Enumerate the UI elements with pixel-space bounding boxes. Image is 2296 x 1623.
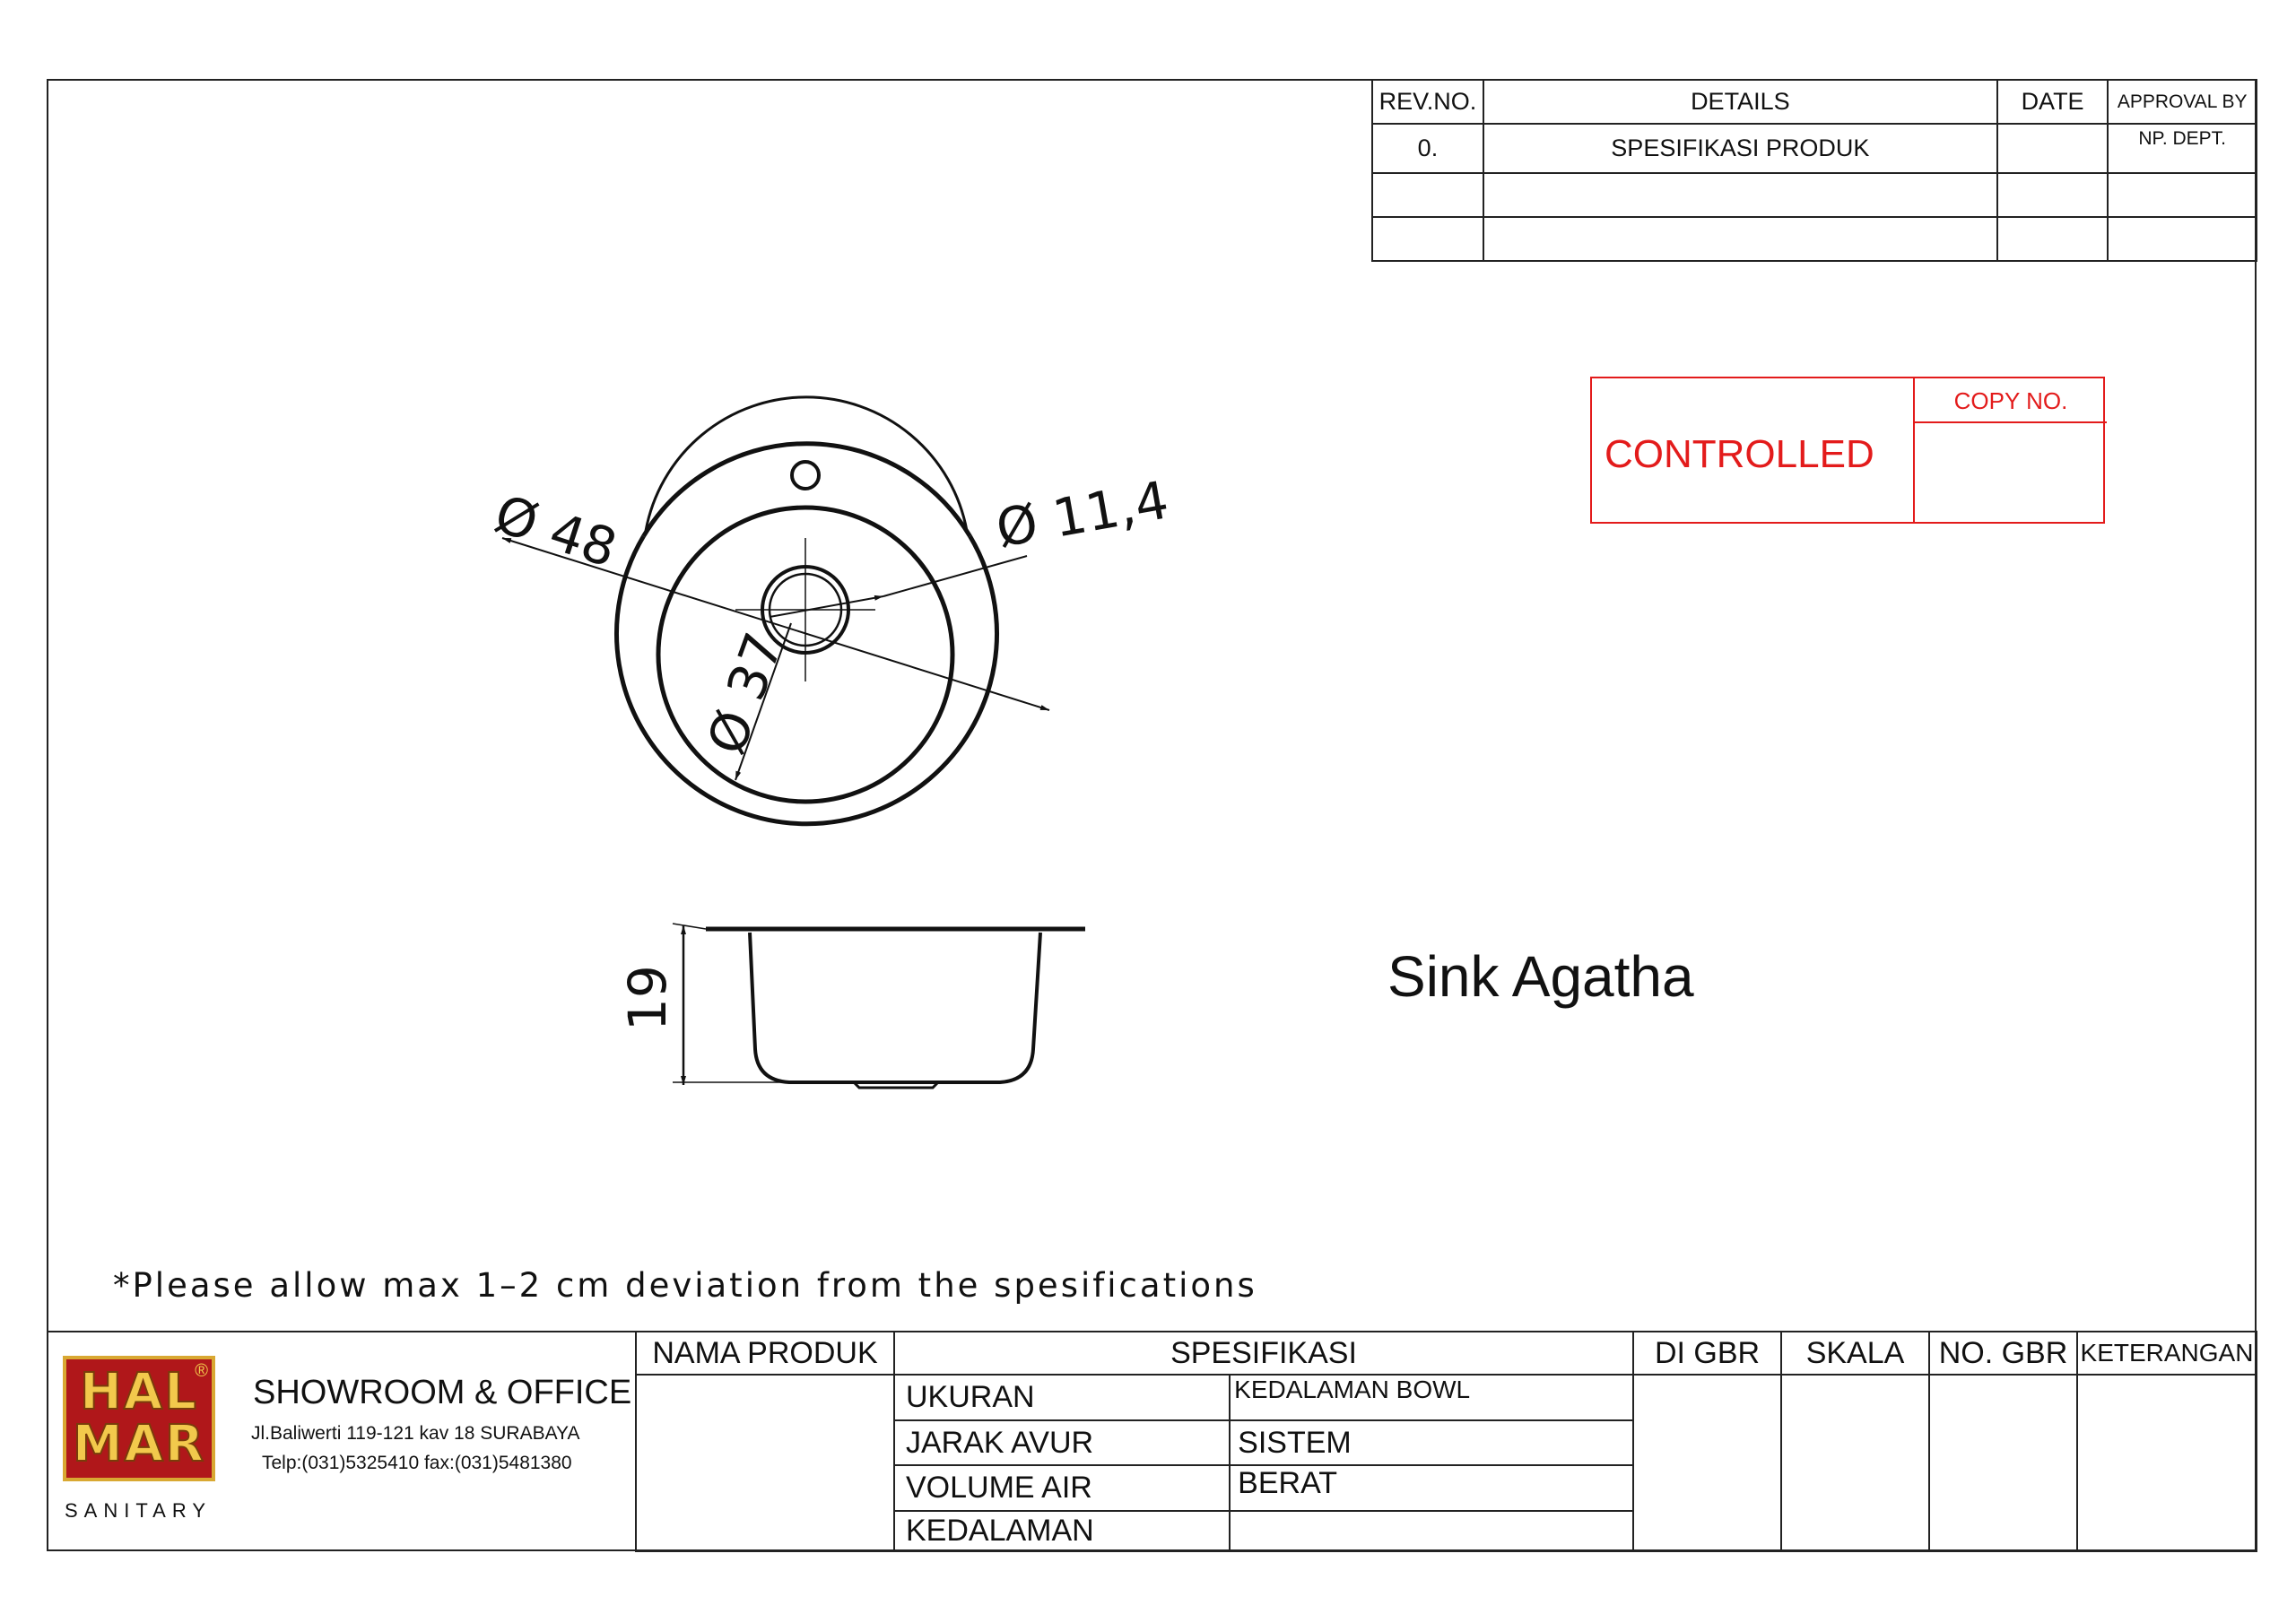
spec-label: KEDALAMAN [894, 1511, 1230, 1551]
halmar-logo [63, 1356, 215, 1481]
keterangan-cell [2077, 1375, 2257, 1551]
spesifikasi-header: SPESIFIKASI [894, 1332, 1633, 1375]
spec-label: UKURAN [894, 1375, 1230, 1419]
registered-mark: ® [195, 1361, 208, 1381]
approval-cell: NP. DEPT. [2108, 124, 2257, 173]
company-address: Jl.Baliwerti 119-121 kav 18 SURABAYA [251, 1423, 580, 1444]
logo-tagline: SANITARY [65, 1499, 212, 1522]
no-gbr-header: NO. GBR [1929, 1332, 2077, 1375]
showroom-label: SHOWROOM & OFFICE [253, 1374, 632, 1411]
nama-produk-cell [636, 1375, 894, 1551]
faucet-hole [792, 462, 819, 489]
top-view [502, 397, 1049, 824]
logo-text: MAR [72, 1415, 206, 1473]
deviation-note: *Please allow max 1–2 cm deviation from the spesifications [113, 1266, 1257, 1305]
product-title: Sink Agatha [1387, 944, 1694, 1009]
dim-label-drain: Ø 11,4 [991, 469, 1173, 560]
di-gbr-header: DI GBR [1633, 1332, 1781, 1375]
spec-label: KEDALAMAN BOWL [1230, 1375, 1633, 1419]
spec-label: VOLUME AIR [894, 1465, 1230, 1510]
di-gbr-cell [1633, 1375, 1781, 1551]
dim-line-drain-leader [883, 556, 1027, 596]
spec-label: SISTEM [1230, 1420, 1633, 1465]
spec-label [1230, 1511, 1633, 1551]
spec-label: BERAT [1230, 1465, 1633, 1510]
spec-label: JARAK AVUR [894, 1420, 1230, 1465]
rev-cell: 0. [1372, 124, 1483, 173]
nama-produk-header: NAMA PRODUK [636, 1332, 894, 1375]
dim-label-depth: 19 [617, 965, 678, 1031]
rev-no-header: REV.NO. [1372, 80, 1483, 124]
details-header: DETAILS [1483, 80, 1997, 124]
copy-no-label: COPY NO. [1953, 387, 2068, 414]
dim-label-outer: Ø 48 [487, 482, 624, 579]
dim-label-bowl: Ø 37 [695, 624, 796, 762]
rim-lip-arc [646, 397, 967, 531]
details-cell: SPESIFIKASI PRODUK [1483, 124, 1997, 173]
company-phone: Telp:(031)5325410 fax:(031)5481380 [262, 1453, 572, 1473]
date-header: DATE [1997, 80, 2109, 124]
outer-rim-arc [617, 536, 997, 824]
depth-ext-top [673, 924, 706, 929]
side-view [673, 924, 1085, 1088]
bowl-profile [750, 933, 1040, 1082]
approval-header: APPROVAL BY [2108, 80, 2257, 124]
no-gbr-cell [1929, 1375, 2077, 1551]
title-block-table [635, 1331, 2257, 1552]
dim-line-drain [770, 596, 883, 617]
skala-header: SKALA [1781, 1332, 1929, 1375]
controlled-label: CONTROLLED [1605, 432, 1874, 476]
keterangan-header: KETERANGAN [2077, 1332, 2257, 1375]
logo-text: HAL [80, 1363, 198, 1421]
skala-cell [1781, 1375, 1929, 1551]
